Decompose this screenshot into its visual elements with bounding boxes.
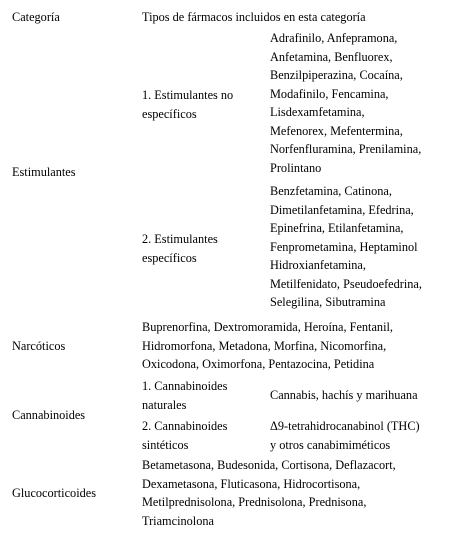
subcategory-label-line: 1. Estimulantes no [142,88,234,102]
category-glucocorticoids: Glucocorticoides [12,486,97,500]
subcategory-natural-cannabinoids [142,377,227,414]
subcategory-label-line: sintéticos [142,437,189,452]
drug-line: Dimetilanfetamina, Efedrina, [270,202,414,217]
drug-line: y otros canabimiméticos [270,437,391,452]
drug-line: Metilfenidato, Pseudoefedrina, [270,276,422,291]
drug-line: Triamcinolona [142,513,214,528]
subcategory-label-line: 2. Estimulantes [142,232,218,246]
drug-list-glucocorticoids [142,456,396,530]
subcategory-synthetic-cannabinoids [142,417,227,454]
drug-line: Anfetamina, Benfluorex, [270,49,393,64]
drug-line: Benzilpiperazina, Cocaína, [270,68,403,82]
drug-line: Lisdexamfetamina, [270,105,365,119]
drug-line: Cannabis, hachís y marihuana [270,388,418,402]
drug-line: Norfenfluramina, Prenilamina, [270,142,422,156]
subcategory-label-line: 1. Cannabinoides [142,379,228,393]
drug-line: Adrafinilo, Anfepramona, [270,31,398,45]
category-stimulants: Estimulantes [12,165,76,179]
drug-line: Fenprometamina, Heptaminol [270,239,418,254]
drug-line: Epinefrina, Etilanfetamina, [270,221,404,235]
drug-line: Prolintano [270,160,322,175]
drug-line: Oxicodona, Oximorfona, Pentazocina, Petidina [142,357,375,371]
subcategory-non-specific-stimulants [142,86,233,123]
drug-line: Δ9-tetrahidrocanabinol (THC) [270,419,420,433]
drug-list-synthetic-cannabinoids [270,417,420,454]
drug-line: Hidromorfona, Metadona, Morfina, Nicomorfina, [142,338,387,353]
drug-line: Mefenorex, Mefentermina, [270,123,403,138]
drug-line: Metilprednisolona, Prednisolona, Prednisona, [142,495,367,509]
category-narcotics: Narcóticos [12,339,66,353]
subcategory-label-line: naturales [142,397,187,412]
subcategory-specific-stimulants [142,230,218,267]
subcategory-label-line: específicos [142,106,197,121]
drug-line: Modafinilo, Fencamina, [270,86,389,101]
header-category: Categoría [12,10,60,24]
drug-list-narcotics [142,318,393,374]
subcategory-label-line: específicos [142,250,197,265]
drug-line: Betametasona, Budesonida, Cortisona, Deflazacort, [142,458,396,472]
drug-line: Hidroxianfetamina, [270,258,366,272]
drug-line: Benzfetamina, Catinona, [270,184,392,198]
drug-list-specific-stimulants [270,182,422,312]
drug-line: Selegilina, Sibutramina [270,295,386,309]
header-drug-types: Tipos de fármacos incluidos en esta categoría [142,10,366,24]
subcategory-label-line: 2. Cannabinoides [142,419,228,433]
drug-line: Buprenorfina, Dextromoramida, Heroína, Fentanil, [142,320,393,334]
drug-line: Dexametasona, Fluticasona, Hidrocortisona, [142,476,361,491]
drug-list-natural-cannabinoids [270,386,418,405]
category-cannabinoids: Cannabinoides [12,408,86,422]
drug-list-non-specific-stimulants [270,29,421,177]
